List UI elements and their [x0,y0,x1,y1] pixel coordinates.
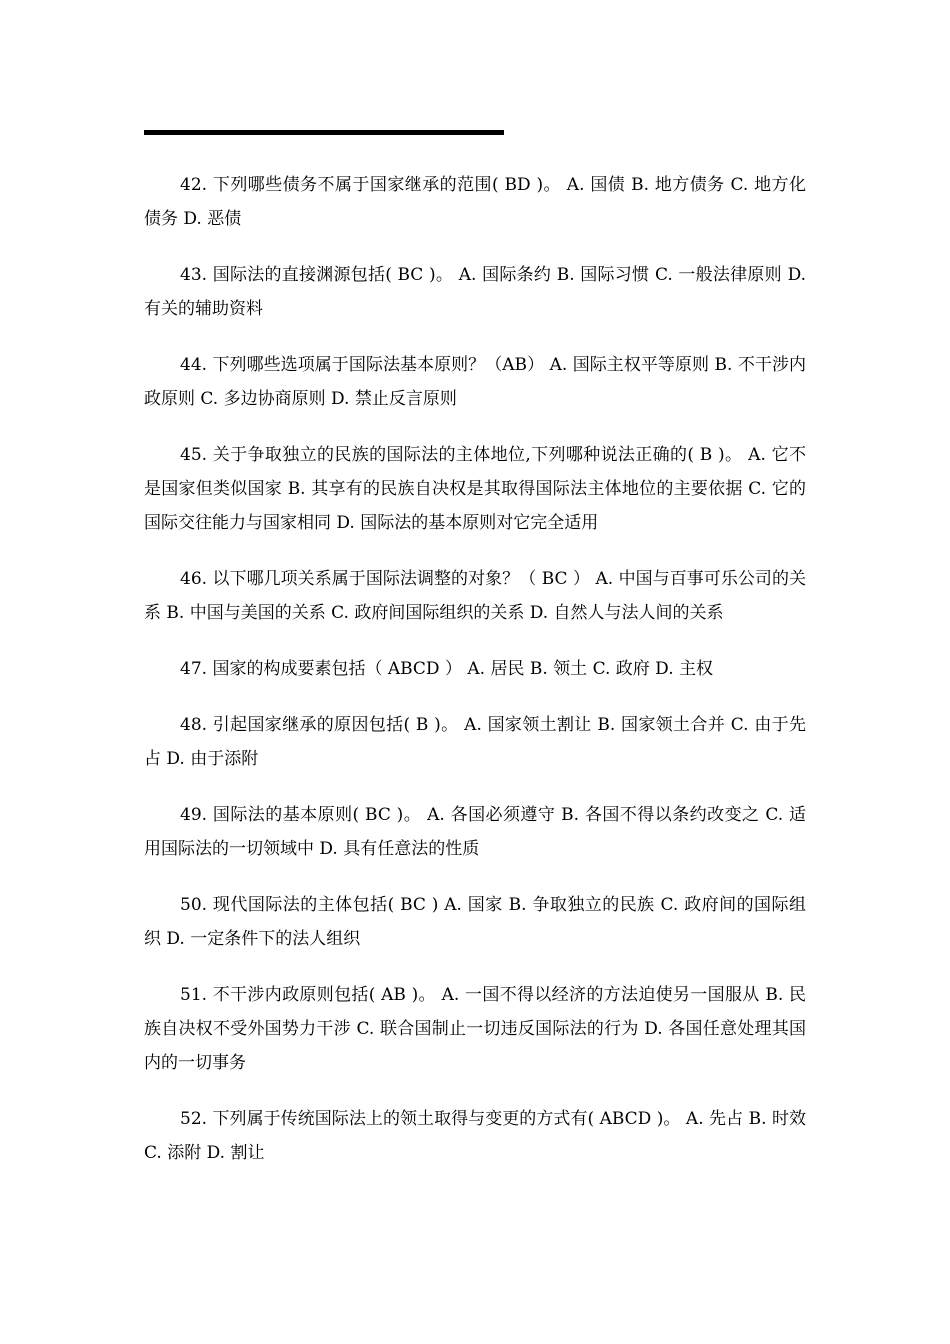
question-list [144,168,806,1192]
question-52: 52. 下列属于传统国际法上的领土取得与变更的方式有( ABCD )。 A. 先占 B. 时效 C. 添附 D. 割让 [144,1109,806,1163]
question-44: 44. 下列哪些选项属于国际法基本原则？（AB） A. 国际主权平等原则 B. 不干涉内政原则 C. 多边协商原则 D. 禁止反言原则 [144,355,806,409]
question-42: 42. 下列哪些债务不属于国家继承的范围( BD )。 A. 国债 B. 地方债务 C. 地方化债务 D. 恶债 [144,175,806,229]
question-48: 48. 引起国家继承的原因包括( B )。 A. 国家领土割让 B. 国家领土合并 C. 由于先占 D. 由于添附 [144,715,806,769]
question-46: 46. 以下哪几项关系属于国际法调整的对象？（ BC ） A. 中国与百事可乐公司的关系 B. 中国与美国的关系 C. 政府间国际组织的关系 D. 自然人与法人间的关系 [144,569,806,623]
question-49: 49. 国际法的基本原则( BC )。 A. 各国必须遵守 B. 各国不得以条约改变之 C. 适用国际法的一切领域中 D. 具有任意法的性质 [144,805,806,859]
question-51: 51. 不干涉内政原则包括( AB )。 A. 一国不得以经济的方法迫使另一国服从 B. 民族自决权不受外国势力干涉 C. 联合国制止一切违反国际法的行为 D. 各国任意处理其国内的一切事务 [144,985,806,1073]
question-47: 47. 国家的构成要素包括（ ABCD ） A. 居民 B. 领土 C. 政府 D. 主权 [180,659,714,679]
header-rule [144,130,504,135]
question-43: 43. 国际法的直接渊源包括( BC )。 A. 国际条约 B. 国际习惯 C. 一般法律原则 D. 有关的辅助资料 [144,265,806,319]
question-45: 45. 关于争取独立的民族的国际法的主体地位,下列哪种说法正确的( B )。 A. 它不是国家但类似国家 B. 其享有的民族自决权是其取得国际法主体地位的主要依据 C. 它的国际交往能力与国家相同 D. 国际法的基本原则对它完全适用 [144,445,806,533]
question-50: 50. 现代国际法的主体包括( BC ) A. 国家 B. 争取独立的民族 C. 政府间的国际组织 D. 一定条件下的法人组织 [144,895,806,949]
